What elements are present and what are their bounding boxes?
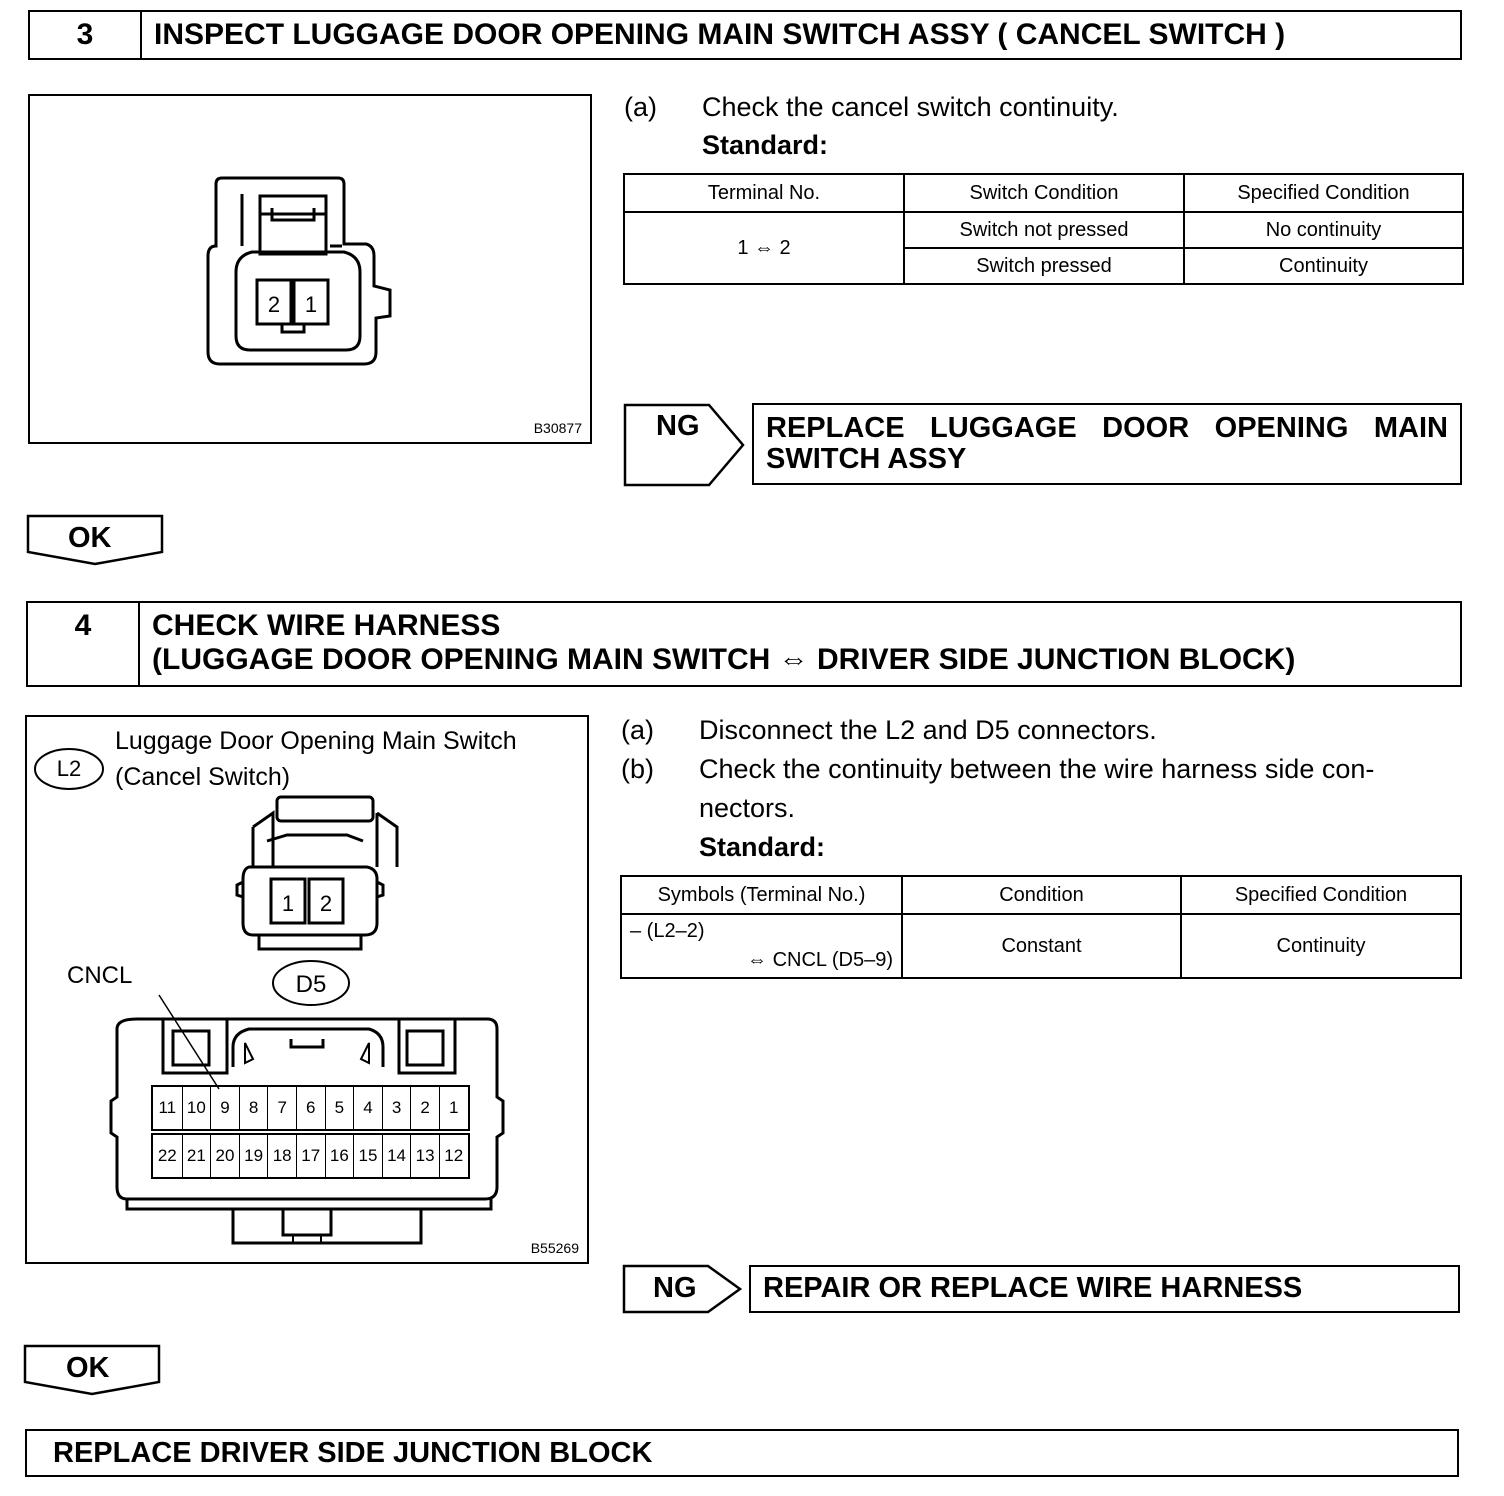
d5-pin-bottom-row xyxy=(151,1133,470,1179)
step3-number: 3 xyxy=(30,12,142,58)
step4-ng-label: NG xyxy=(653,1272,697,1304)
step3-table-header-condition: Switch Condition xyxy=(904,174,1184,212)
d5-pin: 13 xyxy=(410,1135,439,1177)
d5-pin: 4 xyxy=(353,1087,382,1129)
step3-ok-label: OK xyxy=(68,522,112,554)
step4-ok-label: OK xyxy=(66,1352,110,1384)
l2-pin-2: 2 xyxy=(319,891,333,916)
step3-figure-code: B30877 xyxy=(533,420,582,436)
step4-instruction-a xyxy=(621,711,1471,751)
step4-instruction-b-line1: Check the continuity between the wire harness side con- xyxy=(699,754,1375,784)
l2-pin-1: 1 xyxy=(281,891,295,916)
d5-pin: 14 xyxy=(382,1135,411,1177)
step4-instruction-b xyxy=(621,750,1471,830)
step4-table-symbol-line2: ⇔ CNCL (D5–9) xyxy=(747,949,893,971)
d5-pin: 10 xyxy=(182,1087,211,1129)
d5-pin: 6 xyxy=(296,1087,325,1129)
d5-pin: 8 xyxy=(239,1087,268,1129)
d5-pin: 18 xyxy=(267,1135,296,1177)
step3-table-header-specified: Specified Condition xyxy=(1184,174,1463,212)
step3-table-header-terminal: Terminal No. xyxy=(624,174,904,212)
d5-pin: 20 xyxy=(210,1135,239,1177)
step3-pin-2: 2 xyxy=(267,292,281,317)
step4-table-header-condition: Condition xyxy=(902,876,1181,914)
d5-pin: 16 xyxy=(325,1135,354,1177)
step3-ng-label: NG xyxy=(656,410,700,442)
step4-figure-code: B55269 xyxy=(530,1240,579,1256)
d5-pin: 5 xyxy=(325,1087,354,1129)
step4-instruction-a-label: (a) xyxy=(621,715,654,745)
step4-table-condition: Constant xyxy=(902,914,1181,978)
step4-ng-action: REPAIR OR REPLACE WIRE HARNESS xyxy=(749,1265,1460,1313)
d5-pin: 22 xyxy=(157,1146,177,1165)
step3-standard-label: Standard: xyxy=(702,130,829,160)
d5-pin: 11 xyxy=(158,1098,177,1117)
step4-table-specified: Continuity xyxy=(1181,914,1461,978)
step4-title-line1: CHECK WIRE HARNESS xyxy=(152,609,501,642)
step4-title-line2: (LUGGAGE DOOR OPENING MAIN SWITCH ⇔ DRIVER SIDE JUNCTION BLOCK) xyxy=(152,643,1296,676)
d5-pin: 3 xyxy=(382,1087,411,1129)
l2-name-line2: (Cancel Switch) xyxy=(115,763,291,791)
step4-table-header-specified: Specified Condition xyxy=(1181,876,1461,914)
step4-spec-table xyxy=(620,875,1462,979)
d5-pin: 21 xyxy=(182,1135,211,1177)
step4-figure xyxy=(25,715,589,1264)
d5-pin: 1 xyxy=(439,1087,468,1129)
final-action-box: REPLACE DRIVER SIDE JUNCTION BLOCK xyxy=(25,1429,1459,1477)
step4-connectors-diagram xyxy=(27,717,587,1262)
step4-table-symbol-line1: – (L2–2) xyxy=(630,920,705,942)
step3-title: INSPECT LUGGAGE DOOR OPENING MAIN SWITCH ASSY ( CANCEL SWITCH ) xyxy=(154,18,1286,51)
step3-instruction-a xyxy=(624,88,1474,128)
d5-pin: 17 xyxy=(296,1135,325,1177)
step4-instruction-b-line2: nectors. xyxy=(699,793,796,823)
d5-pin: 15 xyxy=(353,1135,382,1177)
step3-instruction-a-label: (a) xyxy=(624,92,657,122)
step3-figure xyxy=(28,94,592,444)
l2-connector xyxy=(237,797,397,949)
step4-header xyxy=(26,601,1462,687)
step3-table-terminal: 1 ⇔ 2 xyxy=(624,212,904,284)
d5-pin: 12 xyxy=(439,1135,468,1177)
step3-table-row2-condition: Switch pressed xyxy=(904,248,1184,284)
step3-table-row1-specified: No continuity xyxy=(1184,212,1463,248)
step4-title xyxy=(140,603,1295,685)
cancel-switch-connector-diagram xyxy=(30,96,590,442)
d5-pin: 9 xyxy=(210,1087,239,1129)
step4-instruction-b-label: (b) xyxy=(621,754,654,784)
step3-pin-1: 1 xyxy=(304,292,318,317)
d5-pin: 7 xyxy=(267,1087,296,1129)
d5-tag: D5 xyxy=(295,971,327,998)
step4-standard-label: Standard: xyxy=(699,832,826,862)
d5-pin-top-row xyxy=(151,1085,470,1131)
step4-number: 4 xyxy=(28,603,140,685)
step4-instruction-a-text: Disconnect the L2 and D5 connectors. xyxy=(699,715,1157,745)
step3-table-row1-condition: Switch not pressed xyxy=(904,212,1184,248)
l2-tag: L2 xyxy=(56,756,82,781)
d5-connector xyxy=(111,1019,503,1243)
step3-header xyxy=(28,10,1462,60)
step3-spec-table xyxy=(623,173,1464,285)
d5-pin: 2 xyxy=(410,1087,439,1129)
step4-instruction-b-text xyxy=(699,750,1469,828)
l2-name-line1: Luggage Door Opening Main Switch xyxy=(115,727,517,755)
step4-table-symbol xyxy=(621,914,902,978)
step4-table-header-symbols: Symbols (Terminal No.) xyxy=(621,876,902,914)
d5-pin: 19 xyxy=(239,1135,268,1177)
step3-instruction-a-text: Check the cancel switch continuity. xyxy=(702,92,1119,122)
step3-table-row2-specified: Continuity xyxy=(1184,248,1463,284)
cncl-label: CNCL xyxy=(67,962,133,989)
step3-ng-action: REPLACE LUGGAGE DOOR OPENING MAIN SWITCH ASSY xyxy=(752,403,1462,485)
